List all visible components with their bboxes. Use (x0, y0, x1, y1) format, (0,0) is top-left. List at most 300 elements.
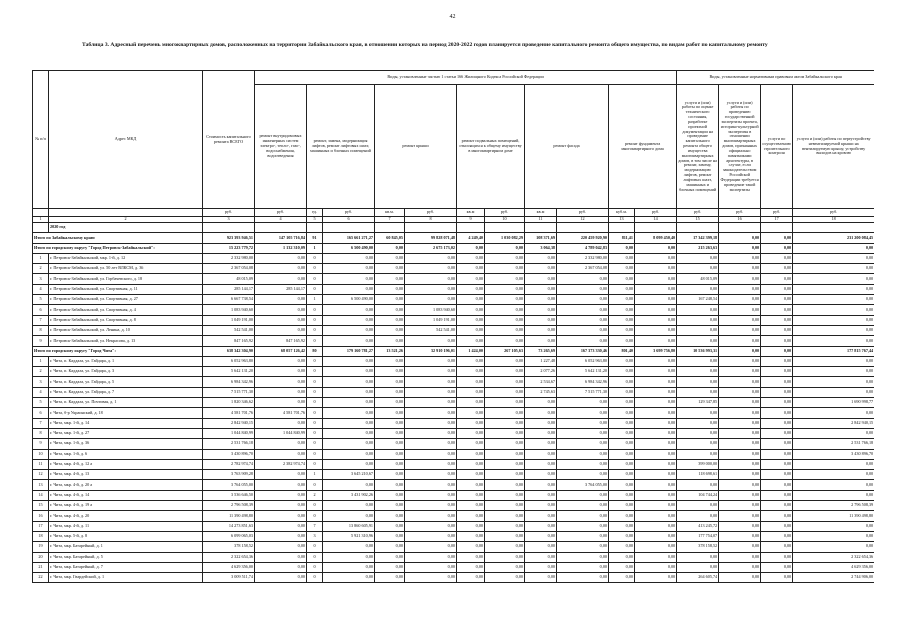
row-value: 0,00 (525, 501, 557, 511)
row-value: 2 322 654,36 (793, 552, 874, 562)
column-number: 13 (609, 217, 635, 223)
row-value: 0,00 (323, 315, 375, 325)
row-value: 0,00 (609, 428, 635, 438)
row-value: 0,00 (719, 542, 761, 552)
row-value: 0,00 (719, 480, 761, 490)
row-value: 0,00 (635, 449, 677, 459)
row-value: 0,00 (375, 264, 405, 274)
row-value: 0,00 (557, 398, 609, 408)
row-value: 15 223 779,72 (203, 243, 255, 253)
row-value: 4 581 701,76 (255, 408, 307, 418)
row-value: 0,00 (793, 325, 874, 335)
unit: кв.м (457, 209, 485, 217)
header-roof: ремонт крыши (375, 85, 457, 209)
row-value: 0,00 (525, 418, 557, 428)
row-value: 0,00 (255, 521, 307, 531)
row-value: 0,00 (557, 315, 609, 325)
table-row (33, 490, 875, 500)
row-number: 3 (33, 377, 49, 387)
row-value: 0,00 (405, 511, 457, 521)
row-value: 0,00 (525, 284, 557, 294)
row-value: 147 105 716,84 (255, 233, 307, 243)
row-value: 0,00 (485, 418, 525, 428)
row-value: 4 249,40 (457, 233, 485, 243)
row-value: 0 (307, 449, 323, 459)
row-value: 0,00 (255, 295, 307, 305)
row-value: 0,00 (255, 367, 307, 377)
row-label: Итого по Забайкальскому краю: (33, 233, 203, 243)
row-value: 811,41 (609, 233, 635, 243)
row-number: 13 (33, 480, 49, 490)
row-value: 0,00 (485, 521, 525, 531)
row-value: 167 248,54 (677, 295, 719, 305)
row-address: г. Петровск-Забайкальский, ул. Ленина, д. 10 (49, 325, 203, 335)
row-value: 108 371,69 (525, 233, 557, 243)
row-value: 0,00 (761, 511, 793, 521)
row-value: 0,00 (635, 459, 677, 469)
row-value: 0,00 (635, 305, 677, 315)
row-value: 0,00 (457, 336, 485, 346)
row-value: 0,00 (457, 449, 485, 459)
group-subtotal-row (33, 346, 875, 356)
row-number: 1 (33, 356, 49, 366)
row-value: 0,00 (609, 377, 635, 387)
row-value: 3 699 756,80 (635, 346, 677, 356)
row-value: 0,00 (761, 253, 793, 263)
row-value: 0,00 (485, 315, 525, 325)
row-value: 0,00 (375, 531, 405, 541)
column-number: 15 (677, 217, 719, 223)
row-value: 0 (307, 315, 323, 325)
row-value: 3 064,38 (525, 243, 557, 253)
row-value: 0,00 (761, 552, 793, 562)
row-value: 1 424,00 (457, 346, 485, 356)
row-value: 1 044 840,99 (255, 428, 307, 438)
group-subtotal-row (33, 243, 875, 253)
row-value: 0,00 (525, 511, 557, 521)
row-value: 1 044 840,99 (203, 428, 255, 438)
row-address: г. Чита, мкр. Батарейный, д. 7 (49, 562, 203, 572)
row-value: 0,00 (485, 367, 525, 377)
table-row (33, 398, 875, 408)
year-row (33, 223, 875, 233)
row-value: 801,40 (609, 346, 635, 356)
row-value: 0,00 (375, 480, 405, 490)
row-value: 0,00 (457, 253, 485, 263)
row-value: 0,00 (525, 470, 557, 480)
row-number: 22 (33, 573, 49, 583)
row-value: 6 667 738,54 (203, 295, 255, 305)
row-value: 0,00 (405, 501, 457, 511)
row-value: 0 (307, 264, 323, 274)
unit: руб. (485, 209, 525, 217)
row-value: 0,00 (719, 346, 761, 356)
row-value: 0,00 (761, 346, 793, 356)
row-value: 0,00 (323, 398, 375, 408)
row-value: 0,00 (255, 449, 307, 459)
row-value: 0,00 (375, 562, 405, 572)
row-value: 542 541,00 (405, 325, 457, 335)
row-value: 0,00 (635, 573, 677, 583)
row-value: 2 796 508,39 (203, 501, 255, 511)
row-value: 0,00 (635, 490, 677, 500)
row-value: 0,00 (761, 408, 793, 418)
row-value: 0,00 (323, 305, 375, 315)
row-value: 118 698,61 (677, 470, 719, 480)
row-value: 0,00 (375, 408, 405, 418)
row-address: г. Чита, б-р Украинский, д. 18 (49, 408, 203, 418)
row-number: 3 (33, 274, 49, 284)
row-value: 0,00 (485, 428, 525, 438)
row-number: 15 (33, 501, 49, 511)
row-address: г. Петровск-Забайкальский, ул. Спортивная, д. 8 (49, 315, 203, 325)
table-body (33, 223, 875, 583)
row-address: г. Чита, п. Каддала, ул. Гайдара, д. 5 (49, 377, 203, 387)
row-address: г. Чита, мкр. 5-й, д. 8 (49, 531, 203, 541)
column-number: 7 (375, 217, 405, 223)
row-value: 0,00 (457, 264, 485, 274)
table-row (33, 408, 875, 418)
row-value: 0,00 (255, 511, 307, 521)
row-number: 17 (33, 521, 49, 531)
table-row (33, 459, 875, 469)
column-number: 4 (255, 217, 307, 223)
row-value: 0,00 (457, 408, 485, 418)
row-value: 0,00 (405, 573, 457, 583)
row-value: 0,00 (719, 336, 761, 346)
row-value: 0,00 (485, 284, 525, 294)
row-value: 847 165,92 (203, 336, 255, 346)
column-number: 8 (405, 217, 457, 223)
row-address: г. Петровск-Забайкальский, ул. Некрасова, д. 13 (49, 336, 203, 346)
row-value: 0,00 (635, 274, 677, 284)
row-value: 0,00 (375, 367, 405, 377)
row-value: 48 015,09 (203, 274, 255, 284)
row-value: 0,00 (323, 356, 375, 366)
row-value: 68 057 126,42 (255, 346, 307, 356)
row-value: 6 984 342,96 (203, 377, 255, 387)
row-value: 0,00 (255, 253, 307, 263)
row-value: 11 390 498,80 (203, 511, 255, 521)
row-value: 2 332 980,00 (557, 253, 609, 263)
row-value: 0,00 (793, 253, 874, 263)
table-row (33, 470, 875, 480)
row-value: 0,00 (485, 264, 525, 274)
row-number: 20 (33, 552, 49, 562)
row-value: 0,00 (485, 387, 525, 397)
header-address: Адрес МКД (49, 71, 203, 209)
row-value: 0,00 (793, 470, 874, 480)
column-number: 10 (485, 217, 525, 223)
header-expertise: услуги и (или) работы по проведению государственной экспертизы проекта, историко-культурной экспертизы в отношении многоквартирных домов, признанных официально памятниками архитектуры, в случае, если законодательством Российской Федерации требуется проведение такой экспертизы (719, 85, 761, 209)
row-value: 0,00 (677, 284, 719, 294)
table-header (33, 71, 875, 223)
row-value: 3 430 896,70 (203, 449, 255, 459)
column-number: 1 (33, 217, 49, 223)
row-value: 0 (307, 562, 323, 572)
row-value: 3 430 896,70 (793, 449, 874, 459)
row-address: г. Чита, мкр. 4-й, д. 12 а (49, 459, 203, 469)
row-value: 2 744 906,00 (793, 573, 874, 583)
row-address: г. Чита, п. Каддала, ул. Гайдара, д. 7 (49, 387, 203, 397)
row-value: 0,00 (761, 398, 793, 408)
total-row (33, 233, 875, 243)
row-number: 10 (33, 449, 49, 459)
header-group-166: Виды, установленные частью 1 статьи 166 Жилищного Кодекса Российской Федерации (255, 71, 677, 85)
row-value: 0,00 (323, 408, 375, 418)
row-address: г. Чита, мкр. Батарейный, д. 5 (49, 552, 203, 562)
row-value: 1 083 940,60 (405, 305, 457, 315)
row-value: 0,00 (761, 295, 793, 305)
row-value: 0,00 (525, 449, 557, 459)
row-address: г. Чита, мкр. Гвардейский, д. 1 (49, 573, 203, 583)
row-value: 2 842 940,15 (793, 418, 874, 428)
row-value: 0,00 (323, 264, 375, 274)
row-address: г. Чита, мкр. 4-й, д. 20 (49, 511, 203, 521)
row-value: 0,00 (525, 274, 557, 284)
header-engineering: ремонт внутридомовых инженерных систем электро-, тепло-, газо-, водоснабжения, водоотведения (255, 85, 307, 209)
row-value: 0,00 (457, 521, 485, 531)
row-value: 0,00 (793, 295, 874, 305)
row-value: 0,00 (719, 315, 761, 325)
row-value: 0,00 (485, 305, 525, 315)
row-number: 18 (33, 531, 49, 541)
row-value: 923 393 946,51 (203, 233, 255, 243)
row-value: 0,00 (375, 356, 405, 366)
row-value: 0,00 (557, 511, 609, 521)
row-value: 0,00 (761, 542, 793, 552)
year-label: 2020 год (49, 223, 203, 233)
row-value: 0,00 (635, 501, 677, 511)
header-basement: ремонт подвальных помещений, относящихся к общему имуществу в многоквартирном доме (457, 85, 525, 209)
row-value: 0,00 (375, 439, 405, 449)
column-number: 2 (49, 217, 203, 223)
row-value: 1 (307, 470, 323, 480)
row-value: 91 (307, 233, 323, 243)
row-value: 5 921 310,96 (323, 531, 375, 541)
table-row (33, 542, 875, 552)
row-value: 0,00 (793, 367, 874, 377)
row-value: 0,00 (677, 449, 719, 459)
row-value: 32 910 196,01 (405, 346, 457, 356)
row-value: 0,00 (761, 531, 793, 541)
row-value: 0,00 (457, 573, 485, 583)
row-value: 0,00 (323, 418, 375, 428)
row-address: г. Чита, мкр. 4-й, д. 19 а (49, 501, 203, 511)
row-value: 0 (307, 253, 323, 263)
row-value: 0,00 (719, 367, 761, 377)
row-value: 0 (307, 408, 323, 418)
row-value: 0,00 (793, 428, 874, 438)
row-value: 0,00 (405, 428, 457, 438)
row-value: 0,00 (719, 387, 761, 397)
row-value: 0,00 (677, 253, 719, 263)
row-number: 9 (33, 336, 49, 346)
row-value: 0,00 (609, 408, 635, 418)
row-value: 0,00 (255, 387, 307, 397)
row-value: 0,00 (677, 562, 719, 572)
row-value: 0,00 (761, 274, 793, 284)
row-value: 0,00 (719, 449, 761, 459)
row-value: 0,00 (375, 274, 405, 284)
row-value: 0,00 (525, 325, 557, 335)
row-value: 0,00 (457, 531, 485, 541)
unit: руб. (255, 209, 307, 217)
row-value: 6 099 065,03 (203, 531, 255, 541)
row-number: 2 (33, 367, 49, 377)
row-value: 0,00 (719, 233, 761, 243)
row-value: 0,00 (609, 501, 635, 511)
row-value: 0,00 (719, 243, 761, 253)
address-table-container (32, 70, 874, 618)
row-value: 4 581 701,76 (203, 408, 255, 418)
row-value: 0,00 (761, 284, 793, 294)
row-value: 0,00 (405, 408, 457, 418)
table-row (33, 418, 875, 428)
row-value: 0,00 (609, 284, 635, 294)
row-value: 0 (307, 459, 323, 469)
column-number: 11 (525, 217, 557, 223)
row-value: 0,00 (457, 243, 485, 253)
row-value: 3 431 902,26 (323, 490, 375, 500)
row-value: 0,00 (457, 387, 485, 397)
table-row (33, 295, 875, 305)
row-value: 2 077,26 (525, 367, 557, 377)
row-value: 0,00 (609, 274, 635, 284)
row-value: 0,00 (405, 521, 457, 531)
row-value: 0,00 (323, 325, 375, 335)
row-value: 0 (307, 367, 323, 377)
row-value: 0,00 (405, 387, 457, 397)
row-value: 0,00 (761, 573, 793, 583)
row-value: 399 000,00 (677, 459, 719, 469)
row-value: 0,00 (719, 408, 761, 418)
row-value: 0,00 (635, 264, 677, 274)
row-value: 0,00 (375, 377, 405, 387)
row-value: 0,00 (793, 377, 874, 387)
unit: ед. (307, 209, 323, 217)
row-value: 0,00 (635, 398, 677, 408)
header-group-regional: Виды, установленные нормативным правовым актом Забайкальского края (677, 71, 874, 85)
table-row (33, 428, 875, 438)
header-elevators: ремонт, замена, модернизация лифтов, ремонт лифтовых шахт, машинных и блочных помещений (307, 85, 375, 209)
row-value: 0,00 (635, 243, 677, 253)
row-value: 0,00 (761, 439, 793, 449)
row-value: 0,00 (485, 253, 525, 263)
row-value: 0,00 (323, 542, 375, 552)
row-value: 0,00 (677, 377, 719, 387)
table-row (33, 367, 875, 377)
row-value: 285 144,17 (255, 284, 307, 294)
row-value: 7 515 771,30 (557, 387, 609, 397)
row-value: 0,00 (793, 459, 874, 469)
row-value: 2 842 940,15 (203, 418, 255, 428)
row-value: 0,00 (635, 325, 677, 335)
row-value: 0,00 (719, 253, 761, 263)
row-value: 0,00 (793, 336, 874, 346)
row-value: 0,00 (635, 356, 677, 366)
row-value: 0,00 (719, 490, 761, 500)
row-value: 0,00 (457, 398, 485, 408)
row-value: 0,00 (485, 325, 525, 335)
row-value: 0,00 (635, 562, 677, 572)
row-value: 0,00 (557, 490, 609, 500)
table-row (33, 480, 875, 490)
row-value: 0,00 (485, 398, 525, 408)
row-value: 0,00 (609, 521, 635, 531)
row-value: 0,00 (405, 274, 457, 284)
row-address: г. Чита, мкр. 4-й, д. 14 (49, 490, 203, 500)
row-value: 0,00 (719, 562, 761, 572)
row-value: 0,00 (485, 274, 525, 284)
row-value: 0,00 (677, 325, 719, 335)
row-value: 0,00 (557, 562, 609, 572)
row-value: 0,00 (761, 428, 793, 438)
table-row (33, 521, 875, 531)
row-value: 0 (307, 305, 323, 315)
row-value: 0,00 (525, 295, 557, 305)
unit: руб. (557, 209, 609, 217)
row-value: 0,00 (485, 408, 525, 418)
row-value: 0,00 (485, 336, 525, 346)
row-value: 0,00 (761, 449, 793, 459)
row-value: 0,00 (557, 325, 609, 335)
row-value: 0,00 (761, 315, 793, 325)
row-value: 0,00 (457, 274, 485, 284)
row-value: 0,00 (609, 253, 635, 263)
row-value: 0,00 (405, 253, 457, 263)
row-value: 0,00 (405, 398, 457, 408)
row-value: 0,00 (609, 531, 635, 541)
row-value: 0,00 (375, 336, 405, 346)
row-value: 0,00 (719, 377, 761, 387)
row-label: Итого по городскому округу "Город Петровск-Забайкальский": (33, 243, 203, 253)
row-value: 2 796 508,39 (793, 501, 874, 511)
table-row (33, 501, 875, 511)
row-value: 0,00 (793, 264, 874, 274)
row-value: 0,00 (719, 470, 761, 480)
row-value: 4 629 356,00 (793, 562, 874, 572)
row-value: 0,00 (485, 356, 525, 366)
row-value: 0,00 (323, 480, 375, 490)
row-value: 0,00 (525, 459, 557, 469)
row-value: 0,00 (557, 501, 609, 511)
row-value: 0,00 (761, 325, 793, 335)
row-value: 0 (307, 284, 323, 294)
row-value: 0,00 (323, 439, 375, 449)
row-value: 0 (307, 439, 323, 449)
row-value: 0,00 (375, 542, 405, 552)
row-value: 638 342 304,90 (203, 346, 255, 356)
row-value: 0,00 (677, 511, 719, 521)
row-value: 285 144,17 (203, 284, 255, 294)
row-value: 0,00 (485, 459, 525, 469)
unit: руб. (203, 209, 255, 217)
row-number: 5 (33, 398, 49, 408)
row-value: 11 390 498,80 (793, 511, 874, 521)
row-number: 1 (33, 253, 49, 263)
row-value: 0,00 (677, 336, 719, 346)
table-row (33, 315, 875, 325)
row-value: 0,00 (255, 377, 307, 387)
row-value: 2 675 173,02 (405, 243, 457, 253)
unit: руб. (793, 209, 874, 217)
row-value: 0,00 (677, 552, 719, 562)
row-value: 0,00 (525, 490, 557, 500)
row-value: 0,00 (719, 295, 761, 305)
row-value: 0,00 (609, 552, 635, 562)
column-number: 18 (793, 217, 874, 223)
